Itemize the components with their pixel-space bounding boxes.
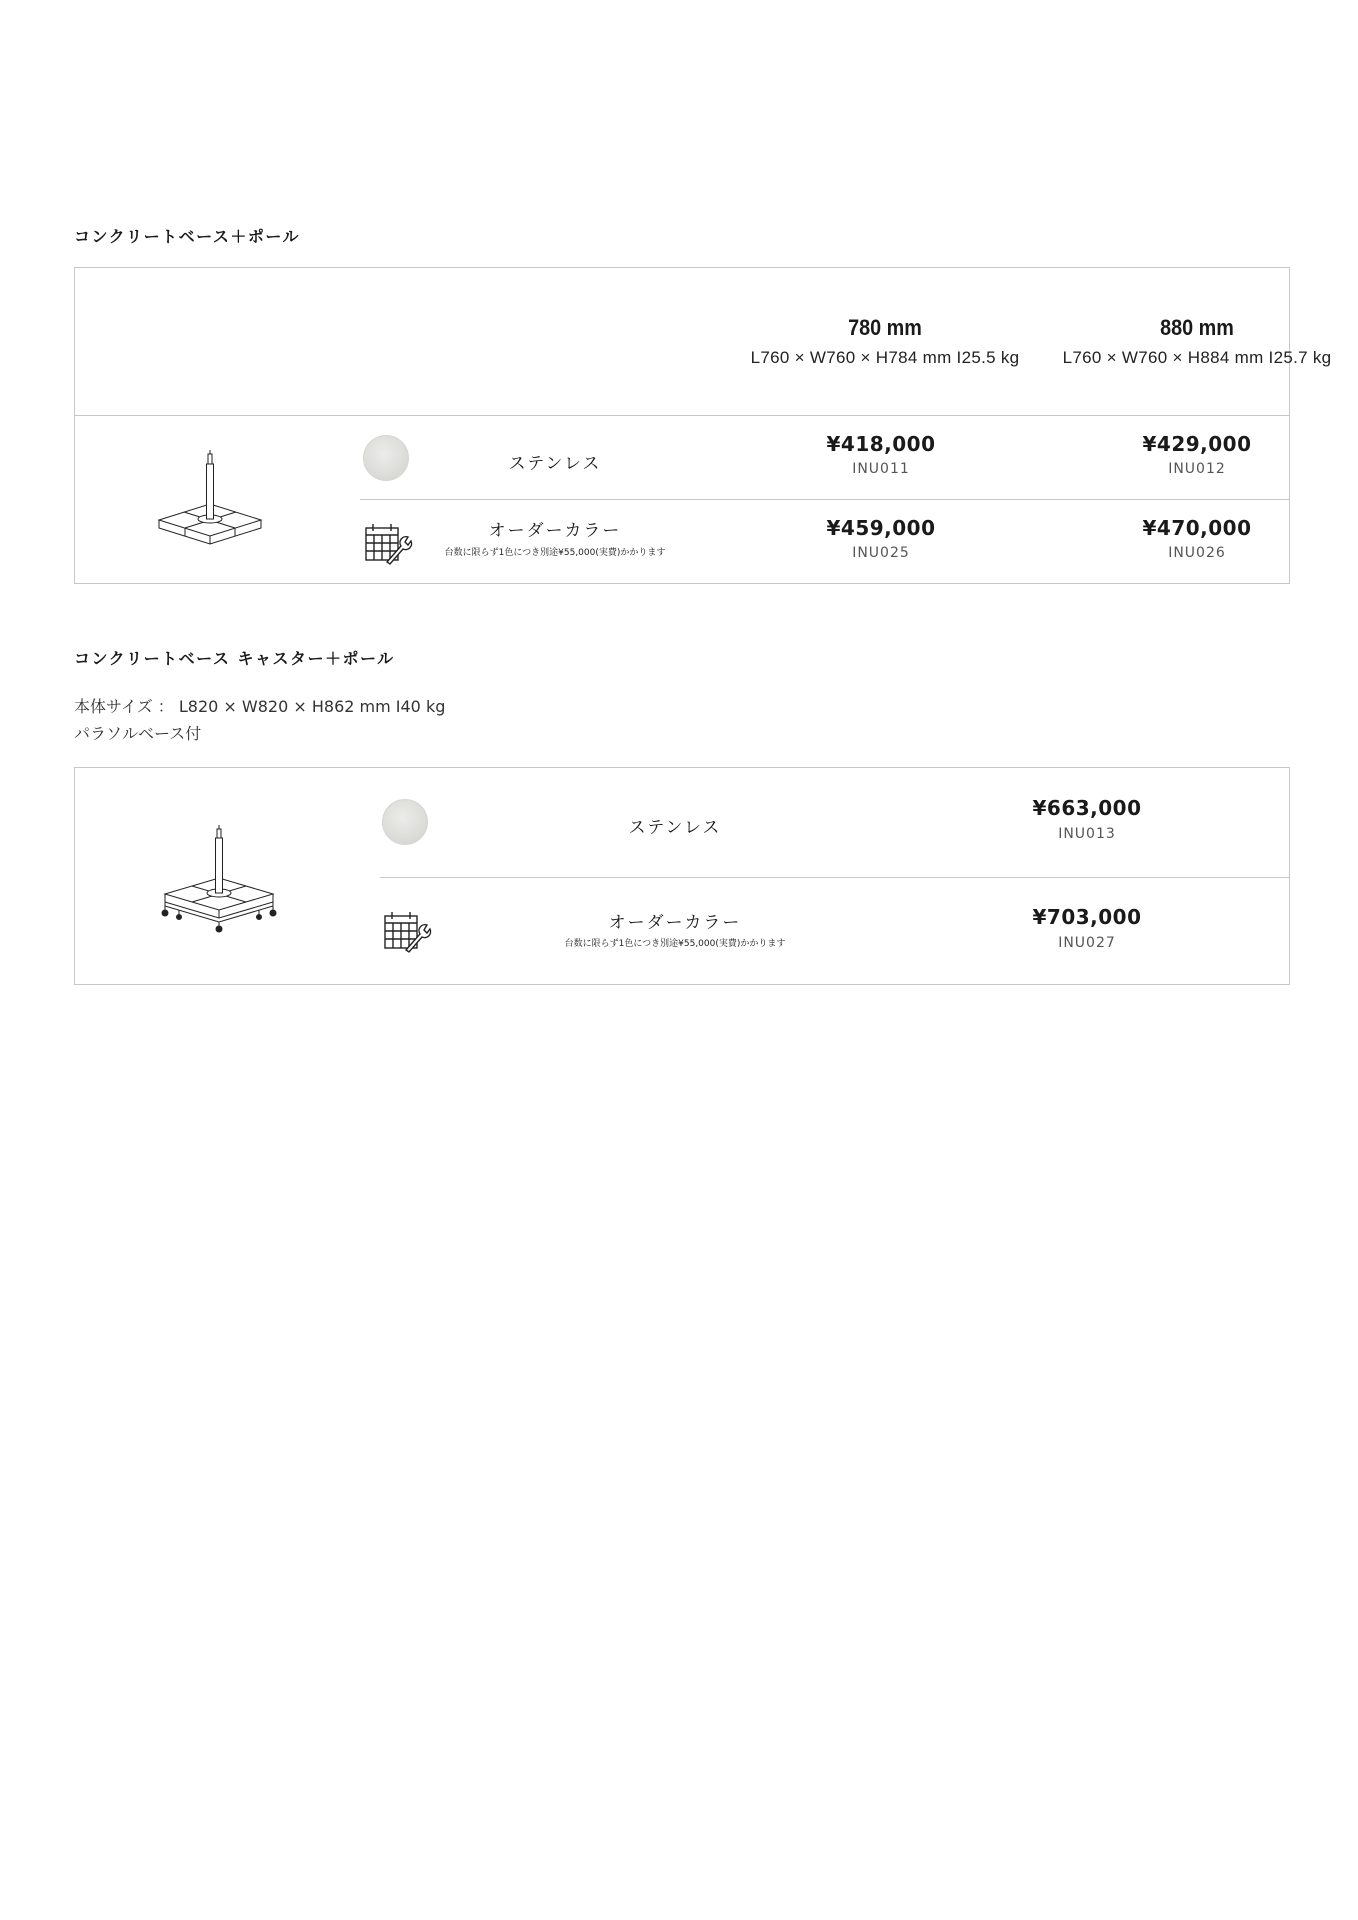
stainless-swatch-icon bbox=[363, 435, 409, 481]
code-inu013: INU013 bbox=[1058, 826, 1116, 842]
stainless-swatch-icon bbox=[382, 799, 428, 845]
custom-color-note: 台数に限らず1色につき別途¥55,000(実費)かかります bbox=[444, 548, 666, 558]
row-divider bbox=[360, 499, 1289, 500]
finish-label-stainless: ステンレス bbox=[508, 454, 602, 474]
spec-table-concrete-base-caster-pole bbox=[74, 767, 1290, 985]
code-inu011: INU011 bbox=[852, 461, 910, 477]
spec-table-concrete-base-pole bbox=[74, 267, 1332, 584]
body-size-text: 本体サイズ ： L820 × W820 × H862 mm I40 kg bbox=[74, 697, 446, 716]
column-heading-780: 780 mm bbox=[848, 315, 922, 340]
header-divider bbox=[75, 415, 1289, 416]
parasol-base-text: パラソルベース付 bbox=[74, 724, 202, 743]
finish-label-stainless: ステンレス bbox=[628, 818, 722, 838]
price-inu025: ¥459,000 bbox=[826, 516, 936, 540]
row-divider bbox=[380, 877, 1289, 878]
concrete-base-caster-illustration bbox=[159, 824, 279, 936]
column-heading-880: 880 mm bbox=[1160, 315, 1234, 340]
column-dims-780: L760 × W760 × H784 mm I25.5 kg bbox=[750, 348, 1020, 367]
code-inu025: INU025 bbox=[852, 545, 910, 561]
section-title-concrete-base-pole: コンクリートベース＋ポール bbox=[74, 227, 301, 246]
code-inu012: INU012 bbox=[1168, 461, 1226, 477]
code-inu027: INU027 bbox=[1058, 935, 1116, 951]
calendar-wrench-icon bbox=[382, 910, 432, 954]
calendar-wrench-icon bbox=[363, 522, 413, 566]
price-inu026: ¥470,000 bbox=[1142, 516, 1252, 540]
price-inu027: ¥703,000 bbox=[1032, 905, 1142, 929]
finish-label-custom-color: オーダーカラー bbox=[608, 913, 742, 933]
price-inu013: ¥663,000 bbox=[1032, 796, 1142, 820]
price-inu012: ¥429,000 bbox=[1142, 432, 1252, 456]
custom-color-note: 台数に限らず1色につき別途¥55,000(実費)かかります bbox=[564, 939, 786, 949]
finish-label-custom-color: オーダーカラー bbox=[488, 521, 622, 541]
price-inu011: ¥418,000 bbox=[826, 432, 936, 456]
column-dims-880: L760 × W760 × H884 mm I25.7 kg bbox=[1062, 348, 1332, 367]
code-inu026: INU026 bbox=[1168, 545, 1226, 561]
concrete-base-pole-illustration bbox=[155, 448, 265, 558]
section-title-concrete-base-caster-pole: コンクリートベース キャスター＋ポール bbox=[74, 649, 395, 668]
